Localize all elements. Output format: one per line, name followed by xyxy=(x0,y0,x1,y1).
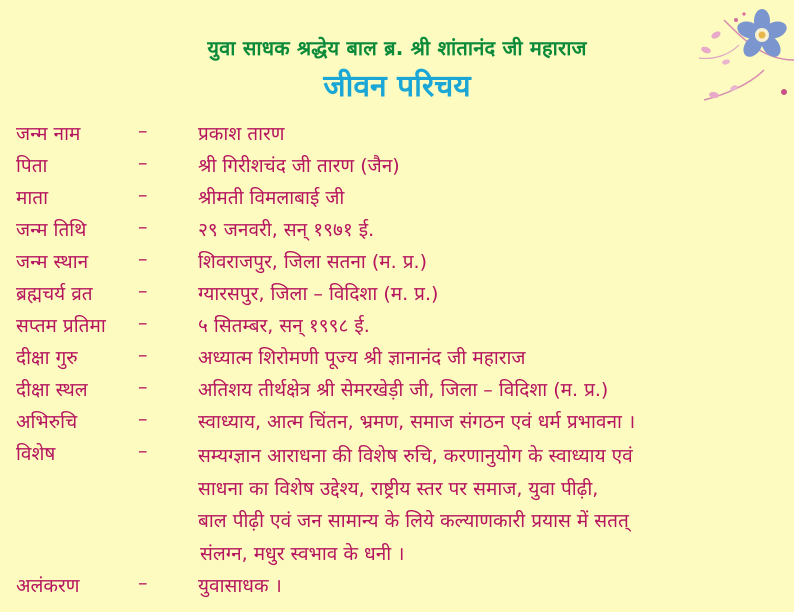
row-label: जन्म स्थान xyxy=(16,251,89,273)
row-separator: – xyxy=(138,248,148,270)
detail-row-title-honor xyxy=(0,568,794,600)
row-separator: – xyxy=(138,184,148,206)
detail-row-special xyxy=(0,436,794,568)
special-text xyxy=(198,440,633,570)
row-value: शिवराजपुर, जिला सतना (म. प्र.) xyxy=(198,251,427,273)
row-separator: – xyxy=(138,152,148,174)
row-label: दीक्षा स्थल xyxy=(16,379,88,401)
row-value: स्वाध्याय, आत्म चिंतन, भ्रमण, समाज संगठन एवं धर्म प्रभावना । xyxy=(198,411,636,433)
special-line: बाल पीढ़ी एवं जन सामान्य के लिये कल्याणकारी प्रयास में सतत् xyxy=(198,510,629,532)
detail-row-father xyxy=(0,148,794,180)
row-separator: – xyxy=(138,440,148,462)
row-separator: – xyxy=(138,216,148,238)
special-line: सम्यग्ज्ञान आराधना की विशेष रुचि, करणानुयोग के स्वाध्याय एवं xyxy=(198,445,633,467)
row-value: ५ सितम्बर, सन् १९९८ ई. xyxy=(198,315,370,337)
row-label: पिता xyxy=(16,155,48,177)
row-label: अभिरुचि xyxy=(16,411,78,433)
detail-row-birth-place xyxy=(0,244,794,276)
row-value: २९ जनवरी, सन् १९७१ ई. xyxy=(198,219,375,241)
row-separator: – xyxy=(138,376,148,398)
row-value: ग्यारसपुर, जिला – विदिशा (म. प्र.) xyxy=(198,283,439,305)
row-value: प्रकाश तारण xyxy=(198,123,285,145)
detail-row-birth-name xyxy=(0,116,794,148)
special-line: साधना का विशेष उद्देश्य, राष्ट्रीय स्तर पर समाज, युवा पीढ़ी, xyxy=(198,477,599,500)
row-label: जन्म तिथि xyxy=(16,219,87,241)
row-value: श्रीमती विमलाबाई जी xyxy=(198,187,345,209)
details-list xyxy=(0,116,794,600)
row-label: जन्म नाम xyxy=(16,123,81,145)
row-separator: – xyxy=(138,408,148,430)
row-separator: – xyxy=(138,120,148,142)
detail-row-celibacy-vow xyxy=(0,276,794,308)
row-label: विशेष xyxy=(16,443,56,465)
row-label: ब्रह्मचर्य व्रत xyxy=(16,283,93,305)
row-value: श्री गिरीशचंद जी तारण (जैन) xyxy=(198,155,400,177)
row-separator: – xyxy=(138,312,148,334)
row-value: युवासाधक । xyxy=(198,575,282,597)
detail-row-interests xyxy=(0,404,794,436)
row-value: अतिशय तीर्थक्षेत्र श्री सेमरखेड़ी जी, जिला – विदिशा (म. प्र.) xyxy=(198,379,609,401)
row-separator: – xyxy=(138,344,148,366)
row-label: अलंकरण xyxy=(16,575,80,597)
detail-row-birth-date xyxy=(0,212,794,244)
detail-row-seventh-pratima xyxy=(0,308,794,340)
row-label: माता xyxy=(16,187,49,209)
row-separator: – xyxy=(138,280,148,302)
special-line: संलग्न, मधुर स्वभाव के धनी । xyxy=(200,542,405,565)
page-title: जीवन परिचय xyxy=(323,69,471,104)
subtitle: युवा साधक श्रद्धेय बाल ब्र. श्री शांतानंद जी महाराज xyxy=(207,36,587,60)
row-label: दीक्षा गुरु xyxy=(16,347,78,369)
detail-row-diksha-guru xyxy=(0,340,794,372)
row-separator: – xyxy=(138,572,148,594)
detail-row-diksha-place xyxy=(0,372,794,404)
row-value: अध्यात्म शिरोमणी पूज्य श्री ज्ञानानंद जी महाराज xyxy=(198,347,526,369)
row-label: सप्तम प्रतिमा xyxy=(16,315,106,337)
detail-row-mother xyxy=(0,180,794,212)
